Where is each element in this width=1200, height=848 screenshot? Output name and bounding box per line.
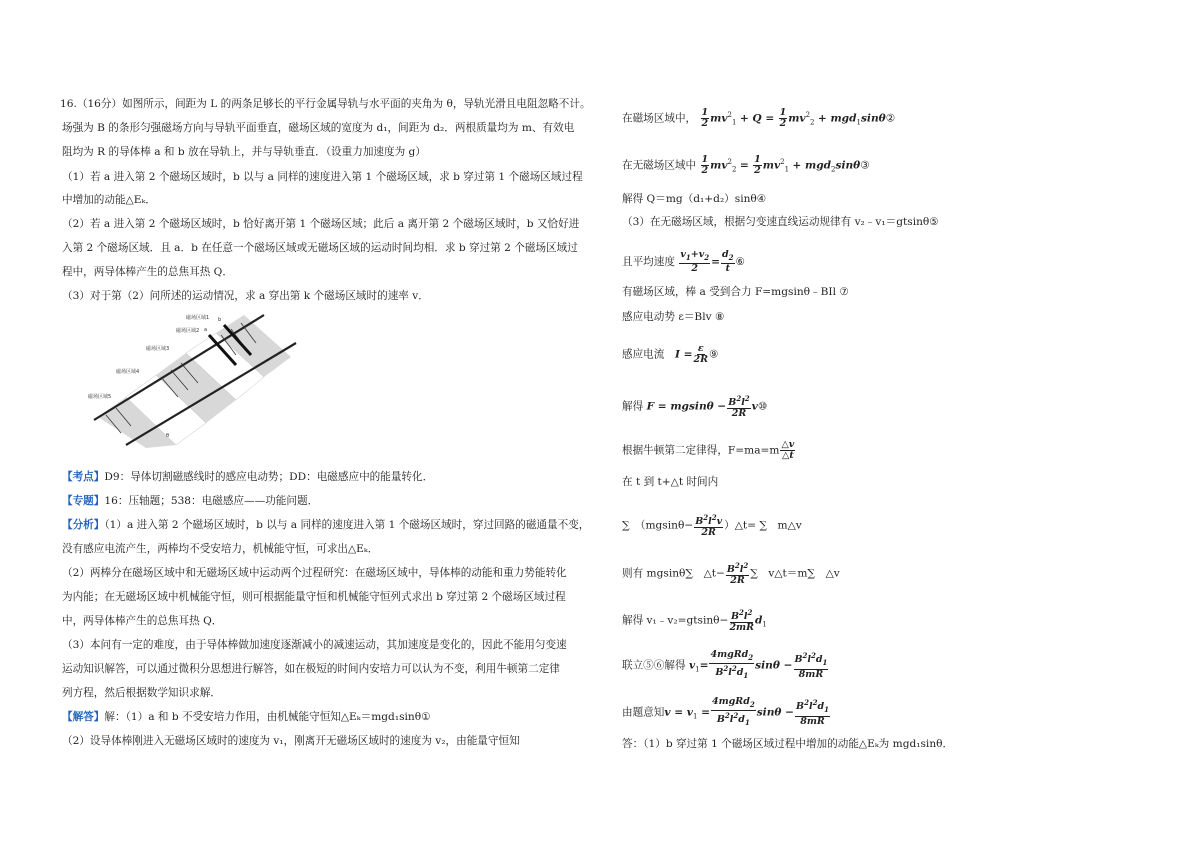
problem-line-3: 阻均为 R 的导体棒 a 和 b 放在导轨上，并与导轨垂直．（设重力加速度为 g）: [62, 146, 426, 158]
figure-label-a: a: [204, 327, 208, 333]
figure-label-region-5: 磁场区域5: [88, 394, 112, 400]
fenxi-text: （1）a 进入第 2 个磁场区域时，b 以与 a 同样的速度进入第 1 个磁场区域时，穿过回路的磁通量不变，: [104, 519, 590, 531]
eq-current: 感应电流 I = $\frac{\varepsilon}{2R}$ ⑨: [622, 343, 719, 365]
analysis-line-1: 没有感应电流产生，两棒均不受安培力，机械能守恒，可求出△Eₖ．: [62, 543, 379, 555]
eq-newton-second-law: 根据牛顿第二定律得，F=ma=m $\frac{\triangle v}{\triangle t}$: [622, 439, 795, 461]
fenxi-tag: 【分析】: [62, 519, 105, 531]
analysis-line-3: 为内能；在无磁场区域中机械能守恒，则可根据能量守恒和机械能守恒列式求出 b 穿过第 2 个磁场区域过程: [62, 591, 566, 603]
problem-line-7: 入第 2 个磁场区域．且 a．b 在任意一个磁场区域或无磁场区域的运动时间均相．求 b 穿过第 2 个磁场区域过: [62, 242, 578, 254]
figure-label-theta: θ: [166, 433, 170, 439]
magnetic-field-rails-figure: [86, 305, 300, 448]
kaodian-tag: 【考点】: [62, 471, 105, 483]
problem-line-6: （2）若 a 进入第 2 个磁场区域时，b 恰好离开第 1 个磁场区域；此后 a 离开第 2 个磁场区域时，b 又恰好进: [62, 218, 580, 230]
eq-force-solution: 解得 F = mgsinθ − $\frac{B^2l^2}{2R}$ v⑩: [622, 394, 768, 420]
problem-line-1: 16.（16分）如图所示，间距为 L 的两条足够长的平行金属导轨与水平面的夹角为 θ，导轨光滑且电阻忽略不计。: [60, 98, 591, 110]
eq-emf: 感应电动势 ε＝Blv ⑧: [622, 311, 725, 323]
eq-magnetic-region: 在磁场区域中， $\frac{1}{2}$ $mv^2_1 + Q$ = $\frac{1}{2}$ $mv^2_2$ + mgd$_1$sinθ②: [622, 107, 896, 130]
analysis-line-6: 运动知识解答，可以通过微积分思想进行解答，如在极短的时间内安培力可以认为不变，利用牛顿第二定律: [62, 663, 560, 675]
kaodian-line: [62, 470, 433, 484]
eq-sum-1: ∑ （mgsinθ− $\frac{B^2l^2v}{2R}$ ）△t= ∑ m△v: [622, 513, 802, 539]
eq-v1-solution: 联立⑤⑥解得 $v_1=$ $\frac{4mgRd_2}{B^2l^2d_1}$ sinθ − $\frac{B^2l^2d_1}{8mR}$: [622, 649, 828, 680]
zhuanti-line: [62, 494, 318, 508]
problem-line-5: 中增加的动能△Eₖ．: [62, 194, 156, 206]
eq-velocity-difference: 解得 v₁﹣v₂=gtsinθ− $\frac{B^2l^2}{2mR}$ $d_1$: [622, 608, 767, 634]
problem-line-4: （1）若 a 进入第 2 个磁场区域时，b 以与 a 同样的速度进入第 1 个磁场区域，求 b 穿过第 1 个磁场区域过程: [62, 171, 583, 183]
figure-label-region-3: 磁场区域3: [146, 346, 170, 352]
eq-velocity-change: （3）在无磁场区域，根据匀变速直线运动规律有 v₂﹣v₁＝gtsinθ⑤: [622, 216, 939, 228]
figure-label-region-1: 磁场区域1: [186, 315, 210, 321]
answer-line-1: 答：（1）b 穿过第 1 个磁场区域过程中增加的动能△Eₖ为 mgd₁sinθ．: [622, 738, 954, 750]
field-regions: [98, 315, 291, 448]
analysis-line-5: （3）本问有一定的难度，由于导体棒做加速度逐渐减小的减速运动，其加速度是变化的，因此不能用匀变速: [62, 639, 567, 651]
solution-line-2: （2）设导体棒刚进入无磁场区域时的速度为 v₁，刚离开无磁场区域时的速度为 v₂，由能量守恒知: [62, 735, 520, 747]
eq-average-velocity: 且平均速度 $\frac{v_1+v_2}{2}$ = $\frac{d_2}{t}$ ⑥: [622, 249, 746, 274]
jieda-line: [62, 710, 431, 724]
kaodian-text: D9：导体切割磁感线时的感应电动势；DD：电磁感应中的能量转化．: [104, 471, 434, 483]
figure-label-region-4: 磁场区域4: [116, 369, 140, 375]
fenxi-line: [62, 518, 589, 532]
problem-line-9: （3）对于第（2）问所述的运动情况，求 a 穿出第 k 个磁场区域时的速率 v．: [62, 290, 429, 302]
eq-field-free-region: 在无磁场区域中 $\frac{1}{2}$ $mv^2_2$ = $\frac{1}{2}$ $mv^2_1$ + mgd$_2$sinθ③: [622, 154, 870, 177]
figure-label-b: b: [218, 317, 222, 323]
eq-interval-text: 在 t 到 t+△t 时间内: [622, 476, 719, 488]
jieda-text: 解：（1）a 和 b 不受安培力作用，由机械能守恒知△Eₖ＝mgd₁sinθ①: [104, 711, 431, 723]
analysis-line-7: 列方程，然后根据数学知识求解．: [62, 687, 221, 699]
zhuanti-tag: 【专题】: [62, 495, 105, 507]
analysis-line-2: （2）两棒分在磁场区域中和无磁场区域中运动两个过程研究：在磁场区域中，导体棒的动能和重力势能转化: [62, 567, 567, 579]
eq-net-force: 有磁场区域，棒 a 受到合力 F=mgsinθ﹣BIl ⑦: [622, 286, 849, 298]
eq-heat-result: 解得 Q＝mg（d₁+d₂）sinθ④: [622, 193, 767, 205]
problem-line-2: 场强为 B 的条形匀强磁场方向与导轨平面垂直，磁场区域的宽度为 d₁，间距为 d₂．两根质量均为 m、有效电: [62, 122, 575, 134]
zhuanti-text: 16：压轴题；538：电磁感应——功能问题．: [104, 495, 319, 507]
eq-final-speed: 由题意知$v = v_1$ = $\frac{4mgRd_2}{B^2l^2d_1}$ sinθ − $\frac{B^2l^2d_1}{8mR}$: [622, 696, 829, 727]
problem-line-8: 程中，两导体棒产生的总焦耳热 Q．: [62, 266, 233, 278]
jieda-tag: 【解答】: [62, 711, 105, 723]
figure-label-region-2: 磁场区域2: [176, 328, 200, 334]
analysis-line-4: 中，两导体棒产生的总焦耳热 Q．: [62, 615, 223, 627]
eq-sum-2: 则有 mgsinθ∑ △t− $\frac{B^2l^2}{2R}$ ∑ v△t＝m∑ △v: [622, 561, 840, 587]
